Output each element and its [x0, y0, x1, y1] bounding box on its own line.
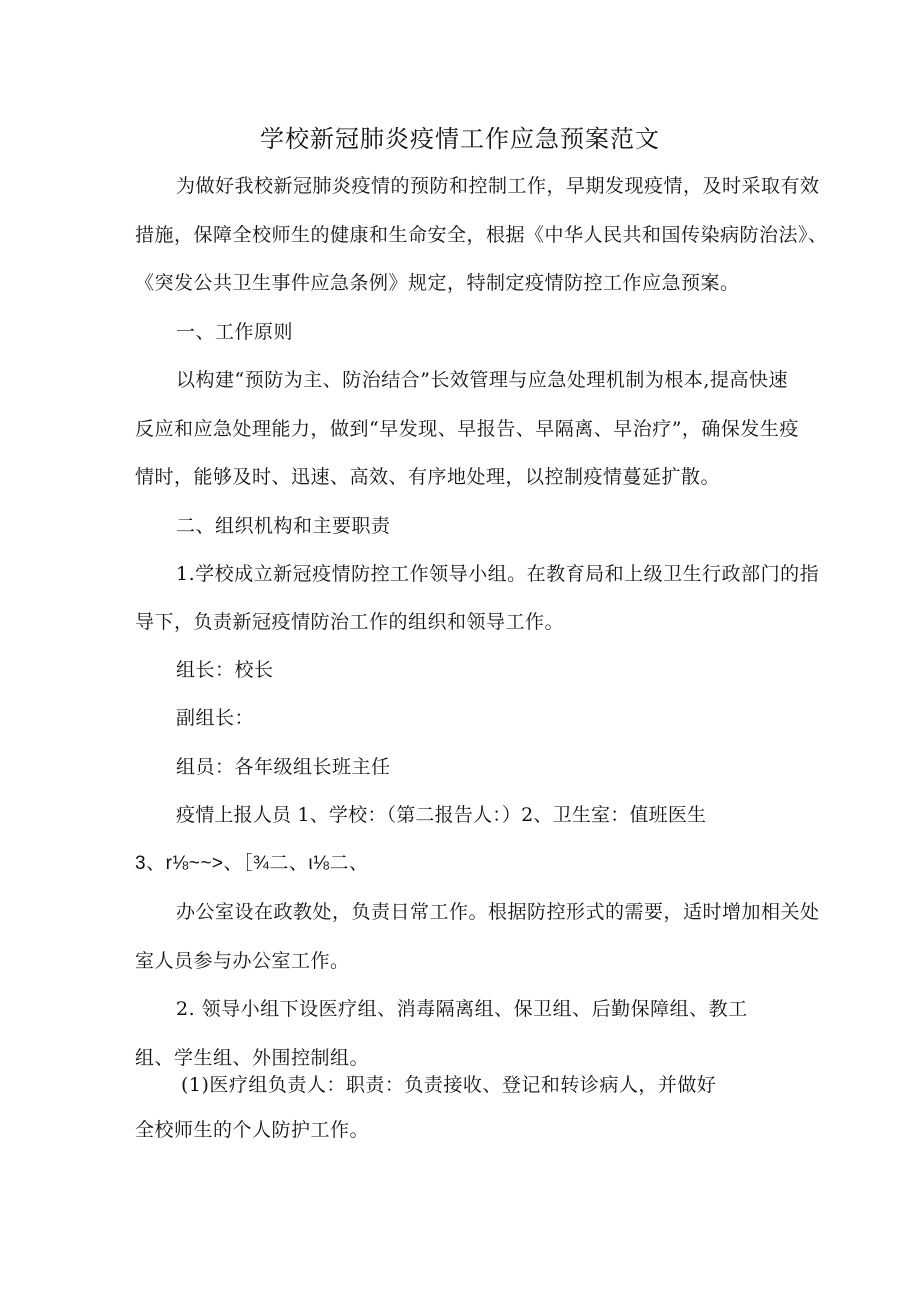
- paragraph-line: 措施，保障全校师生的健康和生命安全，根据《中华人民共和国传染病防治法》、: [135, 224, 828, 246]
- paragraph-line: 反应和应急处理能力，做到“早发现、早报告、早隔离、早治疗”，确保发生疫: [135, 418, 799, 440]
- paragraph-line: 组、学生组、外围控制组。: [135, 1047, 370, 1069]
- paragraph-line: 办公室设在政教处，负责日常工作。根据防控形式的需要，适时增加相关处: [176, 901, 820, 923]
- paragraph-line: 导下，负责新冠疫情防治工作的组织和领导工作。: [135, 611, 565, 633]
- paragraph-line: 组长：校长: [176, 659, 274, 681]
- section-heading: 一、工作原则: [176, 321, 294, 343]
- paragraph-line: 全校师生的个人防护工作。: [135, 1119, 370, 1141]
- paragraph-line: 1.学校成立新冠疫情防控工作领导小组。在教育局和上级卫生行政部门的指: [176, 563, 820, 585]
- paragraph-line: (1)医疗组负责人：职责：负责接收、登记和转诊病人，并做好: [181, 1074, 717, 1096]
- paragraph-line: 情时，能够及时、迅速、高效、有序地处理，以控制疫情蔓延扩散。: [135, 466, 721, 488]
- document-title: 学校新冠肺炎疫情工作应急预案范文: [260, 125, 660, 153]
- paragraph-line: 《突发公共卫生事件应急条例》规定，特制定疫情防控工作应急预案。: [135, 272, 740, 294]
- paragraph-line: 组员：各年级组长班主任: [176, 756, 391, 778]
- paragraph-line: 2. 领导小组下设医疗组、消毒隔离组、保卫组、后勤保障组、教工: [176, 998, 748, 1020]
- paragraph-line: 室人员参与办公室工作。: [135, 950, 350, 972]
- paragraph-line: 以构建“预防为主、防治结合”长效管理与应急处理机制为根本,提高快速: [176, 369, 788, 391]
- paragraph-line: 3、r⅛~~>、［¾二、ι⅛二、: [135, 853, 369, 874]
- paragraph-line: 副组长：: [176, 707, 255, 729]
- paragraph-line: 为做好我校新冠肺炎疫情的预防和控制工作，早期发现疫情，及时采取有效: [176, 175, 820, 197]
- paragraph-line: 疫情上报人员 1、学校：（第二报告人：）2、卫生室：值班医生: [176, 804, 707, 826]
- section-heading: 二、组织机构和主要职责: [176, 515, 391, 537]
